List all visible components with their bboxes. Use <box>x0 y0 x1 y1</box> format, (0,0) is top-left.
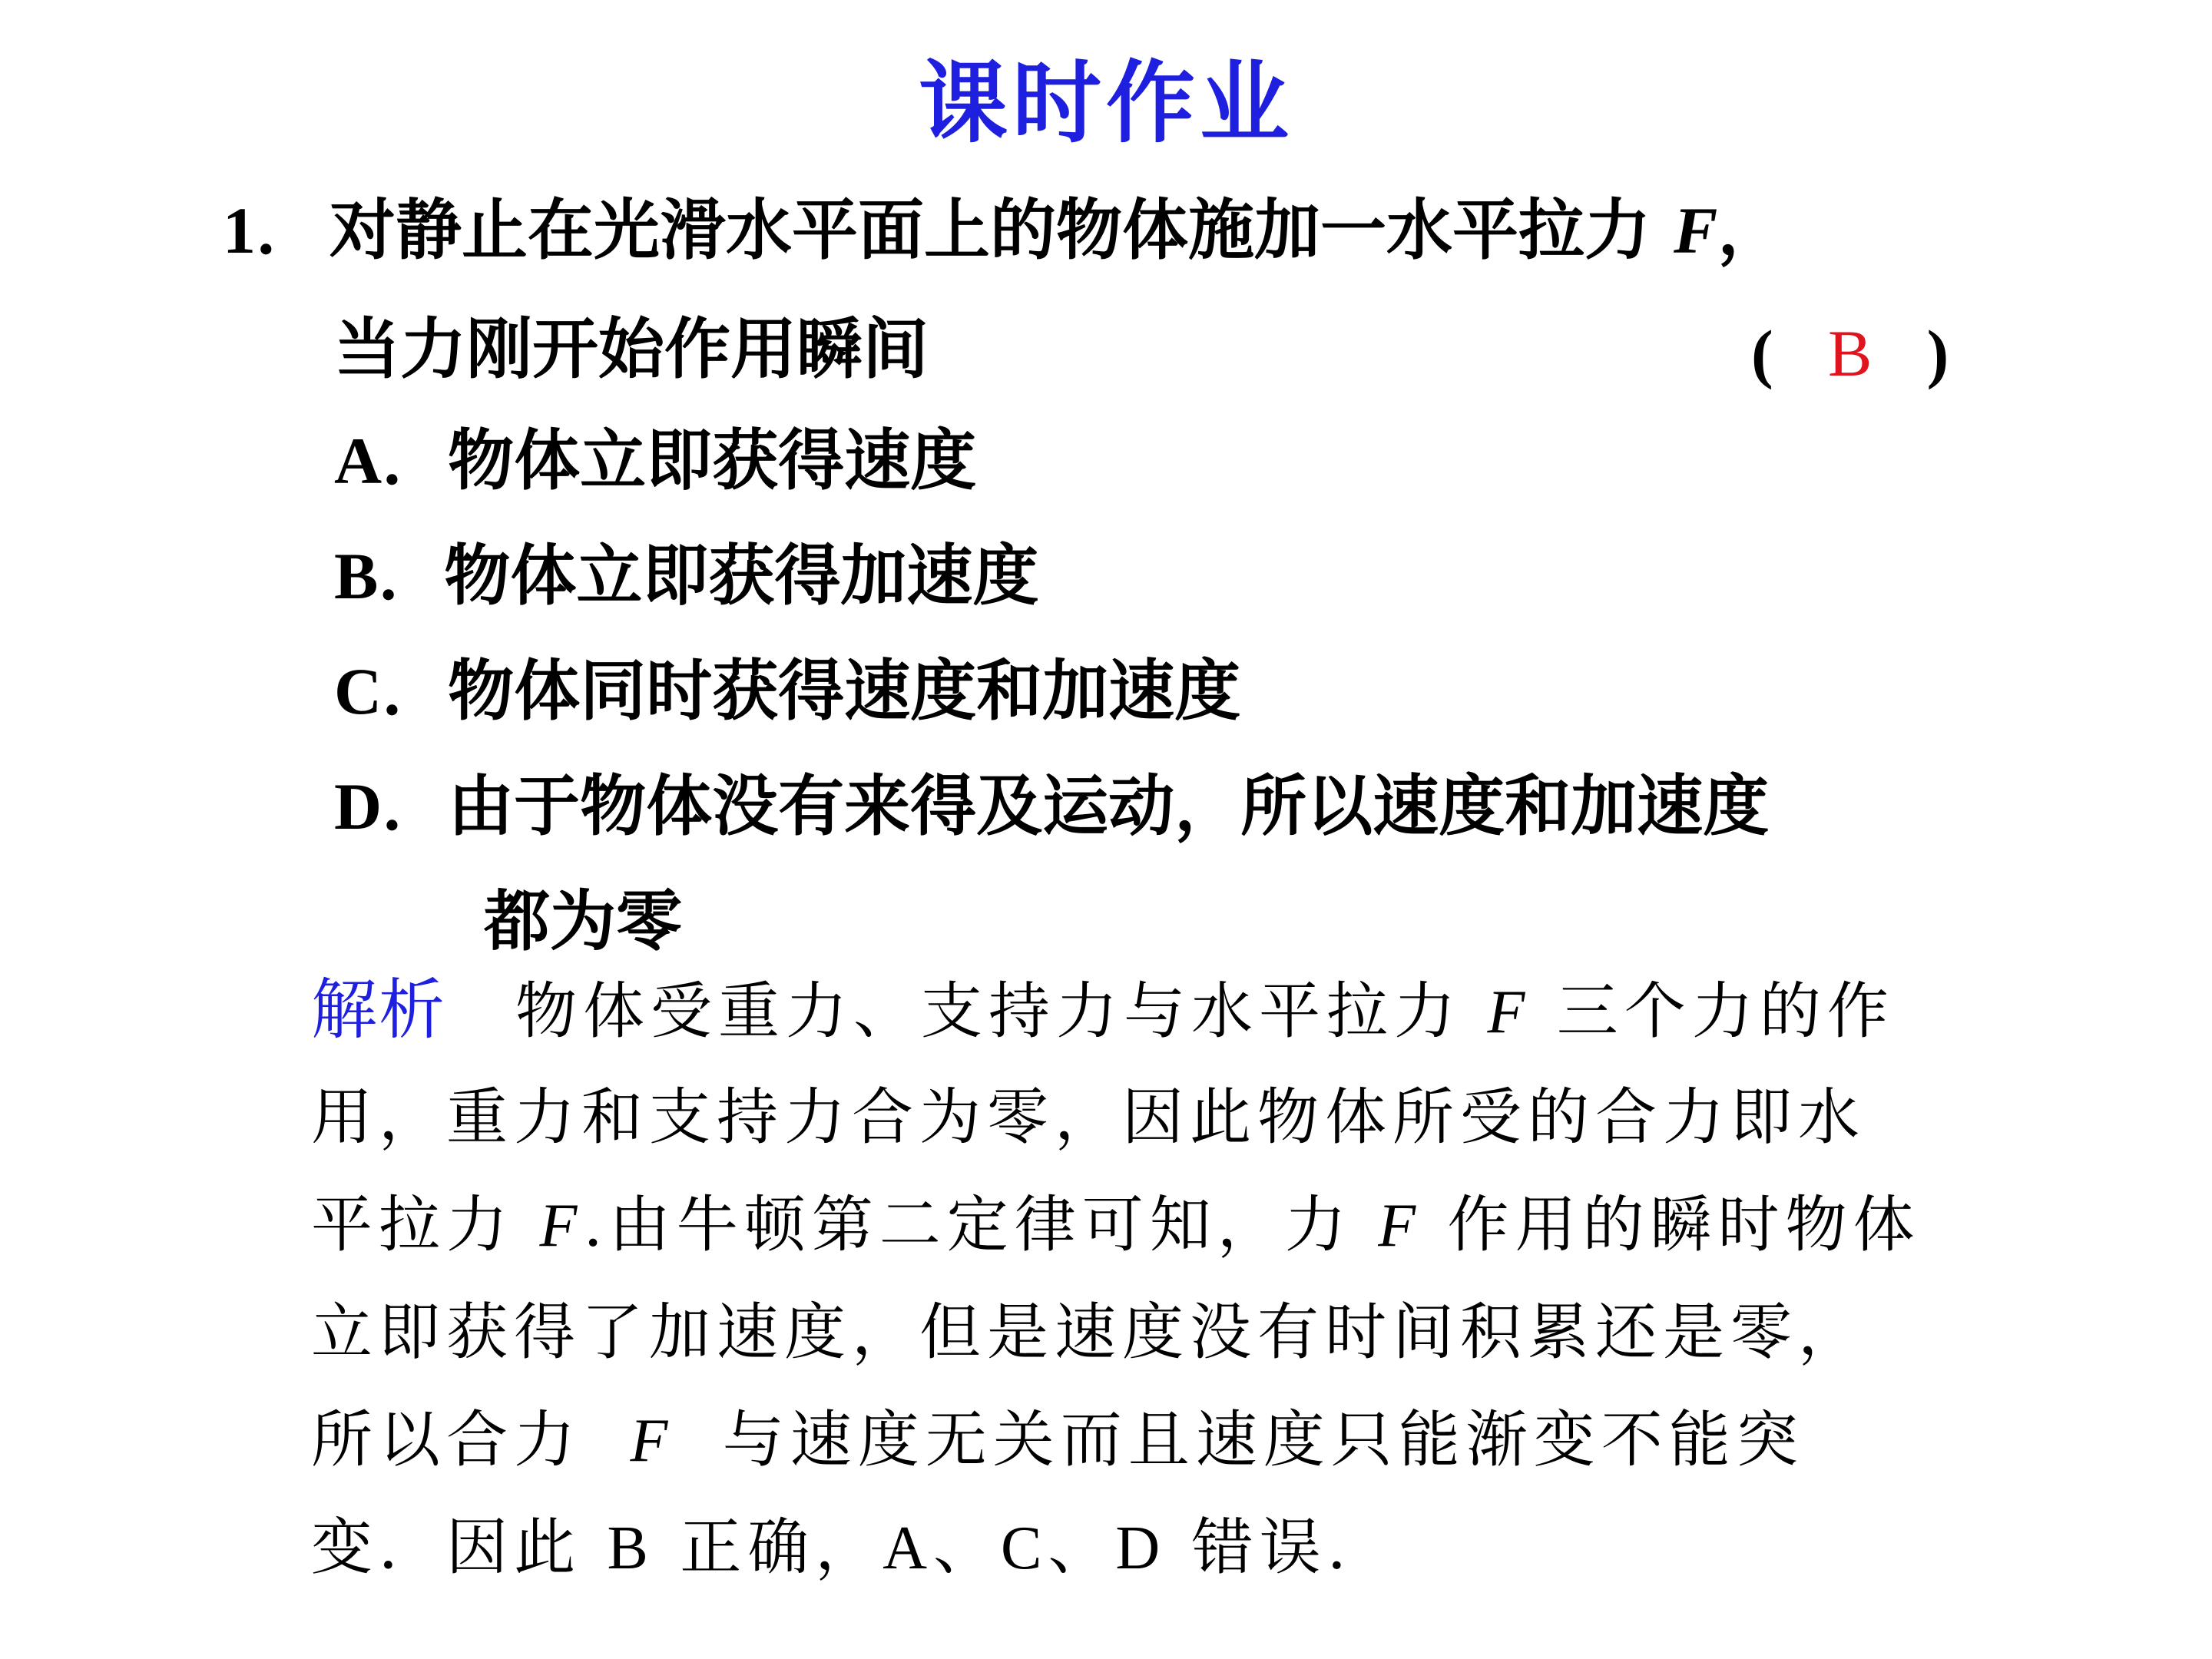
page-title: 课时作业 <box>919 51 1293 155</box>
question-stem-text: 对静止在光滑水平面上的物体施加一水平拉力 <box>329 192 1651 269</box>
answer-letter: B <box>1827 316 1873 390</box>
bracket-open: ( <box>1751 316 1773 390</box>
analysis-variable: F <box>1378 1192 1422 1260</box>
analysis-option-ref: A、C、D <box>882 1515 1167 1582</box>
analysis-text: 物体受重力、支持力与水平拉力 <box>515 975 1462 1047</box>
option-a <box>334 419 976 503</box>
analysis-text: 正确， <box>680 1512 883 1583</box>
option-letter: C． <box>334 654 449 728</box>
option-text: 物体同时获得速度和加速度 <box>448 653 1241 730</box>
analysis-variable: F <box>539 1192 584 1260</box>
option-text: 物体立即获得速度 <box>448 422 977 499</box>
analysis-label: 解析 <box>311 972 446 1048</box>
analysis-variable: F <box>1487 979 1532 1046</box>
analysis-line-6 <box>311 1494 2047 1601</box>
analysis-text: 错误. <box>1191 1512 1353 1583</box>
option-text: 物体立即获得加速度 <box>444 538 1039 614</box>
analysis-line-1 <box>311 956 2047 1064</box>
option-d <box>334 764 1769 849</box>
option-text: 由于物体没有来得及运动，所以速度和加速度 <box>448 768 1770 845</box>
answer-bracket <box>1751 311 1949 396</box>
option-letter: B． <box>334 539 445 613</box>
analysis-text: .由牛顿第二定律可知，力 <box>583 1189 1353 1260</box>
analysis-line-3 <box>311 1171 2047 1279</box>
analysis-text: 三个力的作 <box>1556 975 1895 1047</box>
question-stem-line1 <box>223 188 1783 273</box>
analysis-line-2: 用，重力和支持力合为零，因此物体所受的合力即水 <box>311 1081 1866 1153</box>
bracket-close: ) <box>1926 316 1949 390</box>
option-letter: D． <box>334 770 449 843</box>
option-c <box>334 649 1240 733</box>
analysis-text: 变．因此 <box>311 1512 581 1583</box>
analysis-variable: F <box>630 1407 674 1475</box>
question-stem-variable: F <box>1673 194 1718 267</box>
analysis-text: 所以合力 <box>311 1404 581 1475</box>
question-number: 1． <box>223 194 322 267</box>
question-stem-line2: 当力刚开始作用瞬间 <box>334 311 929 388</box>
analysis-text: 平拉力 <box>311 1189 514 1260</box>
analysis-text: 与速度无关而且速度只能渐变不能突 <box>722 1404 1804 1475</box>
analysis-option-ref: B <box>607 1515 654 1582</box>
question-stem-punct: ， <box>1717 192 1784 269</box>
analysis-block <box>311 956 2047 1601</box>
option-d-continuation: 都为零 <box>484 883 682 960</box>
analysis-line-5 <box>311 1386 2047 1494</box>
option-b <box>334 534 1038 618</box>
option-letter: A． <box>334 424 449 498</box>
analysis-line-4: 立即获得了加速度，但是速度没有时间积累还是零， <box>311 1296 1866 1368</box>
analysis-text: 作用的瞬时物体 <box>1447 1189 1921 1260</box>
